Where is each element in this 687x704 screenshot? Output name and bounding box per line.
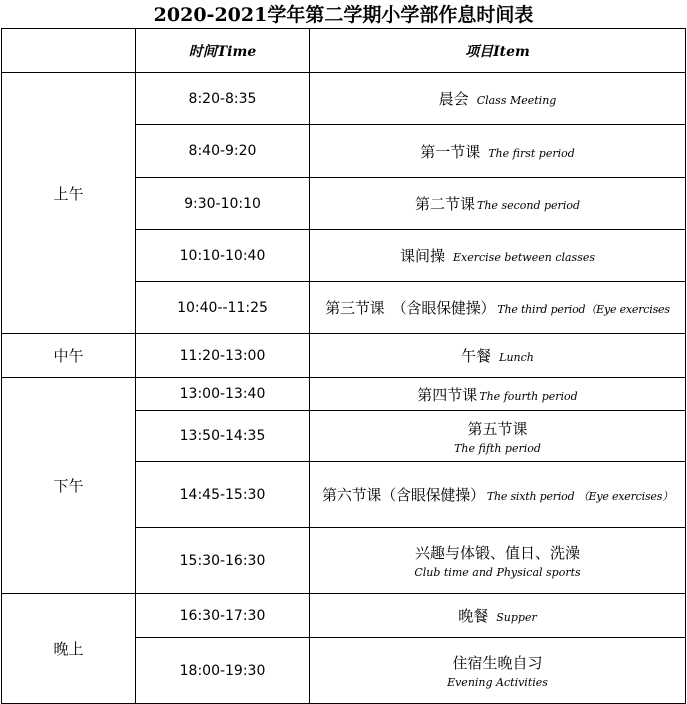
- item-zh: 兴趣与体锻、值日、洗澡: [414, 544, 580, 562]
- item-zh: 午餐: [461, 347, 492, 365]
- page-title: 2020-2021学年第二学期小学部作息时间表: [153, 4, 534, 26]
- time-cell: 16:30-17:30: [136, 594, 310, 638]
- time-cell: 10:10-10:40: [136, 230, 310, 282]
- item-en: The first period: [488, 146, 575, 160]
- table-row: [2, 594, 686, 638]
- item-zh: 第六节课（含眼保健操）: [322, 486, 485, 504]
- item-en: Exercise between classes: [453, 251, 596, 264]
- item-cell: [310, 528, 686, 594]
- item-zh: 第五节课: [467, 419, 528, 438]
- item-zh: 晚餐: [458, 607, 489, 625]
- item-zh: 第三节课 （含眼保健操）: [325, 299, 496, 317]
- header-blank-cell: [2, 29, 136, 73]
- section-noon: 中午: [2, 334, 136, 378]
- time-cell: 8:20-8:35: [136, 73, 310, 125]
- item-en: The fifth period: [454, 441, 541, 455]
- time-cell: 10:40--11:25: [136, 282, 310, 334]
- item-cell: [310, 411, 686, 462]
- time-cell: 11:20-13:00: [136, 334, 310, 378]
- time-cell: 13:50-14:35: [136, 411, 310, 462]
- section-evening: 晚上: [2, 594, 136, 704]
- item-en: The third period（Eye exercises: [497, 303, 670, 316]
- item-en: The second period: [477, 199, 580, 212]
- item-zh: 课间操: [399, 247, 445, 265]
- item-cell: [310, 230, 686, 282]
- item-cell: [310, 73, 686, 125]
- item-cell: [310, 125, 686, 178]
- time-cell: 14:45-15:30: [136, 462, 310, 528]
- item-cell: [310, 378, 686, 411]
- schedule-table: [1, 28, 686, 704]
- time-cell: 15:30-16:30: [136, 528, 310, 594]
- item-cell: [310, 178, 686, 230]
- item-en: The sixth period （Eye exercises）: [486, 490, 673, 503]
- item-cell: [310, 282, 686, 334]
- item-cell: [310, 334, 686, 378]
- section-afternoon: 下午: [2, 378, 136, 594]
- time-cell: 8:40-9:20: [136, 125, 310, 178]
- item-cell: [310, 638, 686, 704]
- item-cell: [310, 462, 686, 528]
- table-row: [2, 73, 686, 125]
- item-en: Evening Activities: [447, 676, 548, 689]
- item-en: Lunch: [499, 351, 534, 364]
- item-cell: [310, 594, 686, 638]
- item-en: Class Meeting: [476, 94, 557, 107]
- table-row: [2, 334, 686, 378]
- table-row: [2, 378, 686, 411]
- item-en: The fourth period: [479, 389, 578, 403]
- item-zh: 住宿生晚自习: [452, 654, 543, 672]
- time-cell: 18:00-19:30: [136, 638, 310, 704]
- item-en: Club time and Physical sports: [414, 566, 581, 579]
- header-item: 项目Item: [310, 29, 686, 73]
- time-cell: 13:00-13:40: [136, 378, 310, 411]
- item-zh: 晨会: [438, 90, 469, 108]
- header-time: 时间Time: [136, 29, 310, 73]
- item-zh: 第二节课: [415, 195, 476, 213]
- item-zh: 第一节课: [420, 142, 481, 161]
- time-cell: 9:30-10:10: [136, 178, 310, 230]
- header-row: [2, 29, 686, 73]
- item-en: Supper: [496, 611, 537, 624]
- item-zh: 第四节课: [417, 385, 478, 404]
- section-morning: 上午: [2, 73, 136, 334]
